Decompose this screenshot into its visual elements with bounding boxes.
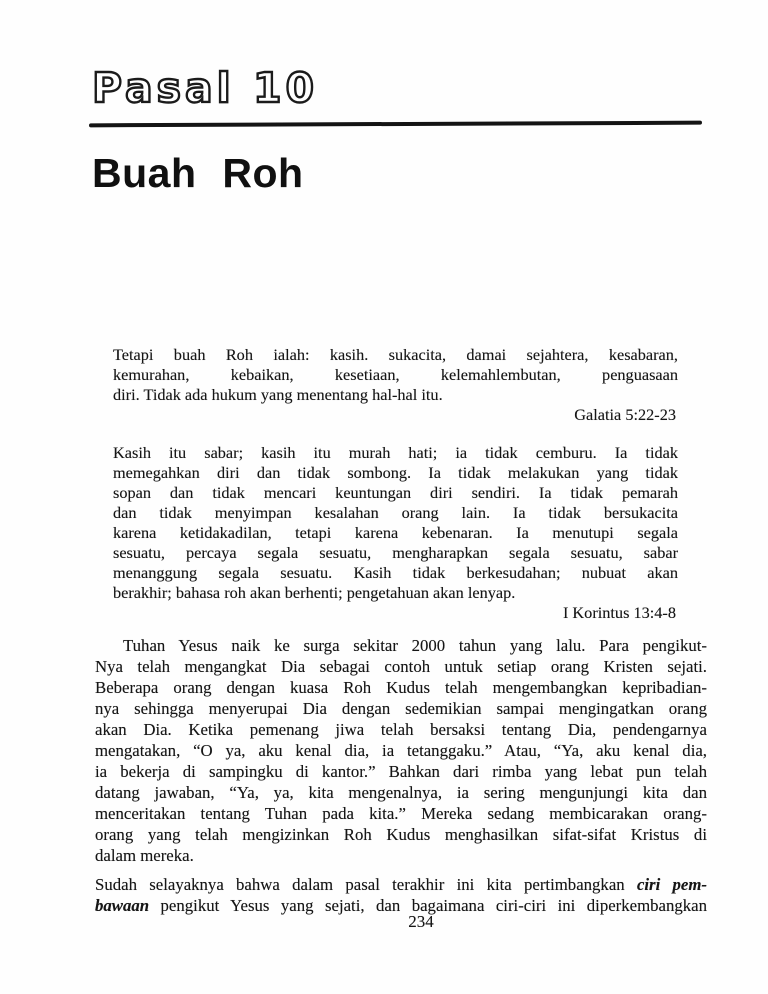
emphasized-term: ciri pem-	[636, 875, 707, 894]
quote-line: sesuatu, percaya segala sesuatu, mengharapkan segala sesuatu, sabar	[113, 543, 678, 562]
quote-line: memegahkan diri dan tidak sombong. Ia tidak melakukan yang tidak	[113, 463, 678, 482]
paragraph-line: akan Dia. Ketika pemenang jiwa telah bersaksi tentang Dia, pendengarnya	[95, 720, 707, 739]
paragraph-line: mengatakan, “O ya, aku kenal dia, ia tetanggaku.” Atau, “Ya, aku kenal dia,	[95, 741, 707, 760]
quote-line: karena ketidakadilan, tetapi karena kebenaran. Ia menutupi segala	[113, 523, 678, 542]
paragraph-line: Tuhan Yesus naik ke surga sekitar 2000 tahun yang lalu. Para pengikut-	[123, 636, 707, 655]
quote-line: diri. Tidak ada hukum yang menentang hal-hal itu.	[113, 385, 443, 404]
quote-line: menanggung segala sesuatu. Kasih tidak berkesudahan; nubuat akan	[113, 563, 678, 582]
page-number: 234	[408, 912, 434, 931]
paragraph-line: menceritakan tentang Tuhan pada kita.” Mereka sedang membicarakan orang-	[95, 804, 707, 823]
quote-line: Kasih itu sabar; kasih itu murah hati; ia tidak cemburu. Ia tidak	[113, 443, 678, 462]
scripture-quote-galatians	[113, 345, 678, 425]
closing-paragraph	[95, 874, 707, 916]
paragraph-line: orang yang telah mengizinkan Roh Kudus menghasilkan sifat-sifat Kristus di	[95, 825, 707, 844]
paragraph-line: datang jawaban, “Ya, ya, kita mengenalnya, ia sering mengunjungi kita dan	[95, 783, 707, 802]
paragraph-line: nya sehingga menyerupai Dia dengan sedemikian sampai mengingatkan orang	[95, 699, 707, 718]
quote-line: dan tidak menyimpan kesalahan orang lain. Ia tidak bersukacita	[113, 503, 678, 522]
quote-line: Tetapi buah Roh ialah: kasih. sukacita, damai sejahtera, kesabaran,	[113, 345, 678, 364]
emphasized-term: bawaan	[95, 896, 150, 915]
paragraph-line	[95, 874, 707, 895]
quote-line: berakhir; bahasa roh akan berhenti; pengetahuan akan lenyap.	[113, 583, 516, 602]
paragraph-line: Beberapa orang dengan kuasa Roh Kudus telah mengembangkan kepribadian-	[95, 678, 707, 697]
quote-line: sopan dan tidak mencari keuntungan diri sendiri. Ia tidak pemarah	[113, 483, 678, 502]
paragraph-line: dalam mereka.	[95, 846, 194, 865]
body-paragraph	[95, 635, 707, 866]
paragraph-text: pengikut Yesus yang sejati, dan bagaimana ciri-ciri ini diperkembangkan	[149, 896, 707, 915]
paragraph-text: Sudah selayaknya bahwa dalam pasal terakhir ini kita pertimbangkan	[95, 875, 637, 894]
paragraph-line: Nya telah mengangkat Dia sebagai contoh untuk setiap orang Kristen sejati.	[95, 657, 707, 676]
scripture-reference: Galatia 5:22-23	[574, 405, 676, 424]
divider-rule	[89, 121, 702, 128]
quote-line: kemurahan, kebaikan, kesetiaan, kelemahlembutan, penguasaan	[113, 365, 678, 384]
scripture-quote-corinthians	[113, 443, 678, 623]
chapter-label: Pasal 10	[92, 64, 319, 112]
scripture-reference: I Korintus 13:4-8	[562, 603, 676, 622]
paragraph-line: ia bekerja di sampingku di kantor.” Bahkan dari rimba yang lebat pun telah	[95, 762, 707, 781]
page-title: Buah Roh	[92, 150, 304, 196]
